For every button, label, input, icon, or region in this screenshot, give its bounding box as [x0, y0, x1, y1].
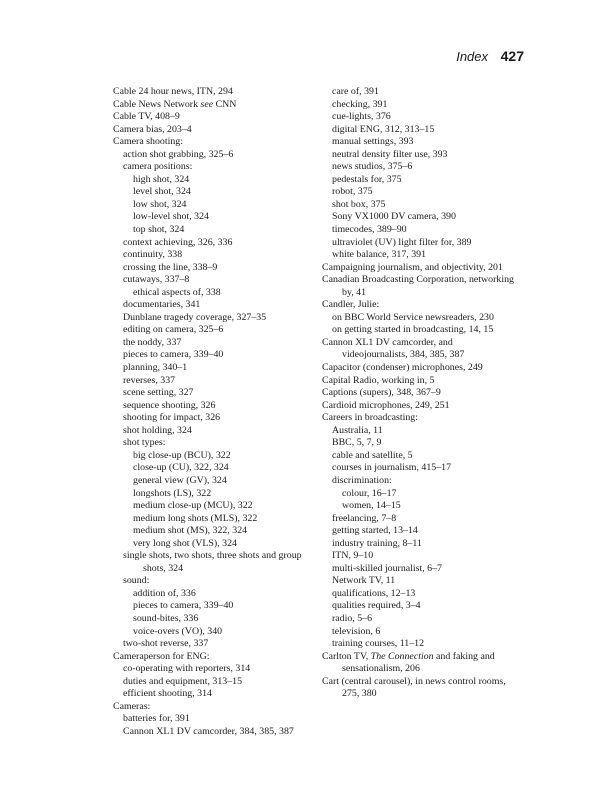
index-entry — [133, 488, 309, 501]
entry-text: robot, 375 — [332, 186, 373, 198]
entry-text: on getting started in broadcasting, 14, 15 — [332, 324, 494, 336]
entry-text: very long shot (VLS), 324 — [133, 537, 237, 549]
entry-text: sequence shooting, 326 — [123, 399, 216, 411]
index-entry — [113, 99, 309, 112]
entry-text: context achieving, 326, 336 — [123, 236, 233, 248]
page-number: 427 — [500, 48, 524, 64]
index-column-right — [322, 86, 520, 701]
entry-text: on BBC World Service newsreaders, 230 — [332, 311, 494, 323]
index-entry — [123, 676, 309, 689]
entry-text: Carlton TV, — [322, 650, 369, 662]
entry-text: colour, 16–17 — [342, 487, 397, 499]
entry-text: news studios, 375–6 — [332, 161, 413, 173]
index-entry — [133, 462, 309, 475]
entry-text: Dunblane tragedy coverage, 327–35 — [123, 311, 267, 323]
entry-text: sound: — [123, 575, 150, 587]
index-entry — [332, 199, 520, 212]
index-entry — [123, 575, 309, 588]
index-entry — [332, 211, 520, 224]
index-entry — [123, 274, 309, 287]
entry-text: addition of, 336 — [133, 587, 196, 599]
entry-text: co-operating with reporters, 314 — [123, 663, 251, 675]
entry-text: voice-overs (VO), 340 — [133, 625, 223, 637]
index-entry — [123, 375, 309, 388]
entry-text: scene setting, 327 — [123, 387, 194, 399]
index-entry — [322, 274, 520, 299]
index-entry — [123, 437, 309, 450]
entry-text: shot box, 375 — [332, 198, 386, 210]
index-entry — [123, 324, 309, 337]
index-entry — [332, 111, 520, 124]
index-entry — [123, 726, 309, 739]
entry-text: Cart (central carousel), in news control rooms, 275, 380 — [322, 675, 506, 700]
index-entry — [123, 337, 309, 350]
index-entry — [133, 450, 309, 463]
index-entry — [113, 136, 309, 149]
index-entry — [113, 651, 309, 664]
index-entry — [332, 475, 520, 488]
index-entry — [332, 186, 520, 199]
index-entry — [123, 400, 309, 413]
entry-text: Candler, Julie: — [322, 299, 380, 311]
index-entry — [332, 462, 520, 475]
entry-text: Cable 24 hour news, ITN, 294 — [113, 86, 233, 97]
entry-text: sound-bites, 336 — [133, 612, 199, 624]
index-entry — [332, 613, 520, 626]
entry-text: Canadian Broadcasting Corporation, networking by, 41 — [322, 274, 514, 298]
entry-text: single shots, two shots, three shots and group shots, 324 — [123, 550, 302, 574]
index-entry — [332, 136, 520, 149]
entry-text: efficient shooting, 314 — [123, 688, 212, 700]
index-entry — [322, 299, 520, 312]
entry-text: training courses, 11–12 — [332, 638, 425, 650]
index-entry — [123, 425, 309, 438]
entry-text: freelancing, 7–8 — [332, 512, 397, 524]
index-entry — [332, 249, 520, 262]
entry-text: editing on camera, 325–6 — [123, 324, 224, 336]
entry-tail-text: CNN — [215, 98, 237, 110]
index-entry — [133, 224, 309, 237]
entry-text: Campaigning journalism, and objectivity, 201 — [322, 261, 503, 273]
entry-text: general view (GV), 324 — [133, 474, 227, 486]
index-entry — [123, 349, 309, 362]
entry-text: shooting for impact, 326 — [123, 412, 221, 424]
index-entry — [123, 161, 309, 174]
index-entry — [332, 538, 520, 551]
index-entry — [322, 676, 520, 701]
entry-text: top shot, 324 — [133, 224, 185, 236]
index-entry — [332, 425, 520, 438]
entry-text: white balance, 317, 391 — [332, 249, 427, 261]
entry-text: planning, 340–1 — [123, 362, 188, 374]
index-entry — [322, 412, 520, 425]
index-entry — [113, 124, 309, 137]
index-entry — [322, 337, 520, 362]
index-entry — [123, 362, 309, 375]
entry-text: Network TV, 11 — [332, 575, 396, 587]
index-entry — [123, 387, 309, 400]
entry-text: Australia, 11 — [332, 424, 383, 436]
index-entry — [133, 626, 309, 639]
index-entry — [123, 237, 309, 250]
entry-text: two-shot reverse, 337 — [123, 638, 209, 650]
index-entry — [332, 525, 520, 538]
index-entry — [133, 199, 309, 212]
index-entry — [133, 287, 309, 300]
index-entry — [113, 111, 309, 124]
entry-text: low-level shot, 324 — [133, 211, 209, 223]
entry-text: Cable News Network — [113, 98, 199, 110]
index-entry — [123, 663, 309, 676]
entry-text: industry training, 8–11 — [332, 537, 422, 549]
index-entry — [332, 563, 520, 576]
index-entry — [123, 412, 309, 425]
index-entry — [332, 312, 520, 325]
index-entry — [332, 638, 520, 651]
index-entry — [123, 262, 309, 275]
entry-text: level shot, 324 — [133, 186, 191, 198]
entry-italic-text: see — [200, 98, 214, 110]
index-entry — [332, 600, 520, 613]
entry-text: documentaries, 341 — [123, 299, 201, 311]
index-entry — [322, 262, 520, 275]
index-entry — [322, 651, 520, 676]
index-entry — [342, 488, 520, 501]
entry-text: cutaways, 337–8 — [123, 274, 190, 286]
entry-text: Careers in broadcasting: — [322, 412, 418, 424]
index-entry — [133, 211, 309, 224]
entry-text: radio, 5–6 — [332, 612, 373, 624]
entry-text: courses in journalism, 415–17 — [332, 462, 452, 474]
index-entry — [123, 688, 309, 701]
section-title: Index — [456, 49, 489, 64]
index-entry — [133, 525, 309, 538]
index-entry — [133, 500, 309, 513]
entry-text: getting started, 13–14 — [332, 525, 418, 537]
running-head — [456, 47, 524, 66]
entry-text: longshots (LS), 322 — [133, 487, 212, 499]
entry-text: qualifications, 12–13 — [332, 587, 416, 599]
index-entry — [123, 312, 309, 325]
entry-text: camera positions: — [123, 161, 193, 173]
index-entry — [322, 400, 520, 413]
entry-text: low shot, 324 — [133, 198, 187, 210]
index-entry — [133, 186, 309, 199]
entry-text: qualities required, 3–4 — [332, 600, 421, 612]
entry-text: continuity, 338 — [123, 249, 183, 261]
entry-text: Camera bias, 203–4 — [113, 123, 192, 135]
entry-text: Camera shooting: — [113, 136, 183, 148]
entry-text: multi-skilled journalist, 6–7 — [332, 562, 442, 574]
entry-text: Cardioid microphones, 249, 251 — [322, 399, 450, 411]
entry-text: Cable TV, 408–9 — [113, 111, 180, 123]
index-entry — [113, 86, 309, 99]
entry-text: medium shot (MS), 322, 324 — [133, 525, 248, 537]
index-entry — [332, 86, 520, 99]
entry-text: high shot, 324 — [133, 173, 190, 185]
index-entry — [133, 538, 309, 551]
entry-tail-text: and faking and sensationalism, 206 — [342, 650, 495, 675]
entry-text: Sony VX1000 DV camera, 390 — [332, 211, 456, 223]
index-entry — [332, 437, 520, 450]
entry-text: television, 6 — [332, 625, 381, 637]
index-entry — [133, 513, 309, 526]
entry-text: checking, 391 — [332, 98, 388, 110]
index-entry — [133, 613, 309, 626]
index-entry — [332, 588, 520, 601]
index-column-left — [113, 86, 309, 738]
entry-text: care of, 391 — [332, 86, 379, 97]
entry-text: manual settings, 393 — [332, 136, 414, 148]
index-entry — [123, 713, 309, 726]
index-entry — [133, 600, 309, 613]
entry-text: cable and satellite, 5 — [332, 449, 413, 461]
index-entry — [332, 174, 520, 187]
index-entry — [123, 249, 309, 262]
entry-text: Captions (supers), 348, 367–9 — [322, 387, 441, 399]
entry-text: ultraviolet (UV) light filter for, 389 — [332, 236, 472, 248]
entry-text: batteries for, 391 — [123, 713, 190, 725]
index-entry — [332, 575, 520, 588]
entry-text: timecodes, 389–90 — [332, 224, 407, 236]
entry-text: Capacitor (condenser) microphones, 249 — [322, 362, 483, 374]
entry-text: action shot grabbing, 325–6 — [123, 148, 234, 160]
index-entry — [322, 375, 520, 388]
index-entry — [332, 237, 520, 250]
entry-text: shot types: — [123, 437, 166, 449]
index-entry — [332, 550, 520, 563]
entry-text: pedestals for, 375 — [332, 173, 402, 185]
index-entry — [332, 224, 520, 237]
entry-text: crossing the line, 338–9 — [123, 261, 218, 273]
entry-text: Capital Radio, working in, 5 — [322, 374, 435, 386]
index-entry — [342, 500, 520, 513]
entry-text: pieces to camera, 339–40 — [133, 600, 234, 612]
entry-text: BBC, 5, 7, 9 — [332, 437, 382, 449]
entry-text: cue-lights, 376 — [332, 111, 391, 123]
entry-text: women, 14–15 — [342, 500, 401, 512]
index-entry — [123, 299, 309, 312]
index-entry — [123, 638, 309, 651]
index-entry — [113, 701, 309, 714]
entry-text: ethical aspects of, 338 — [133, 286, 221, 298]
entry-text: the noddy, 337 — [123, 336, 182, 348]
index-entry — [133, 588, 309, 601]
entry-text: Cameras: — [113, 700, 151, 712]
entry-text: duties and equipment, 313–15 — [123, 675, 243, 687]
index-entry — [332, 513, 520, 526]
entry-text: discrimination: — [332, 474, 392, 486]
entry-text: digital ENG, 312, 313–15 — [332, 123, 435, 135]
index-entry — [322, 387, 520, 400]
entry-text: close-up (CU), 322, 324 — [133, 462, 229, 474]
index-entry — [332, 161, 520, 174]
index-entry — [332, 324, 520, 337]
entry-italic-text: The Connection — [370, 650, 434, 662]
entry-text: medium long shots (MLS), 322 — [133, 512, 258, 524]
index-entry — [332, 149, 520, 162]
index-entry — [332, 124, 520, 137]
entry-text: pieces to camera, 339–40 — [123, 349, 224, 361]
entry-text: ITN, 9–10 — [332, 550, 374, 562]
entry-text: shot holding, 324 — [123, 424, 192, 436]
index-entry — [123, 550, 309, 575]
index-entry — [332, 626, 520, 639]
entry-text: reverses, 337 — [123, 374, 176, 386]
index-entry — [332, 99, 520, 112]
entry-text: medium close-up (MCU), 322 — [133, 500, 253, 512]
entry-text: Cannon XL1 DV camcorder, 384, 385, 387 — [123, 725, 294, 737]
index-entry — [133, 475, 309, 488]
index-entry — [123, 149, 309, 162]
entry-text: Cameraperson for ENG: — [113, 650, 210, 662]
index-entry — [332, 450, 520, 463]
index-entry — [322, 362, 520, 375]
index-entry — [133, 174, 309, 187]
entry-text: Cannon XL1 DV camcorder, and videojournalists, 384, 385, 387 — [322, 336, 465, 361]
entry-text: neutral density filter use, 393 — [332, 148, 448, 160]
entry-text: big close-up (BCU), 322 — [133, 449, 231, 461]
